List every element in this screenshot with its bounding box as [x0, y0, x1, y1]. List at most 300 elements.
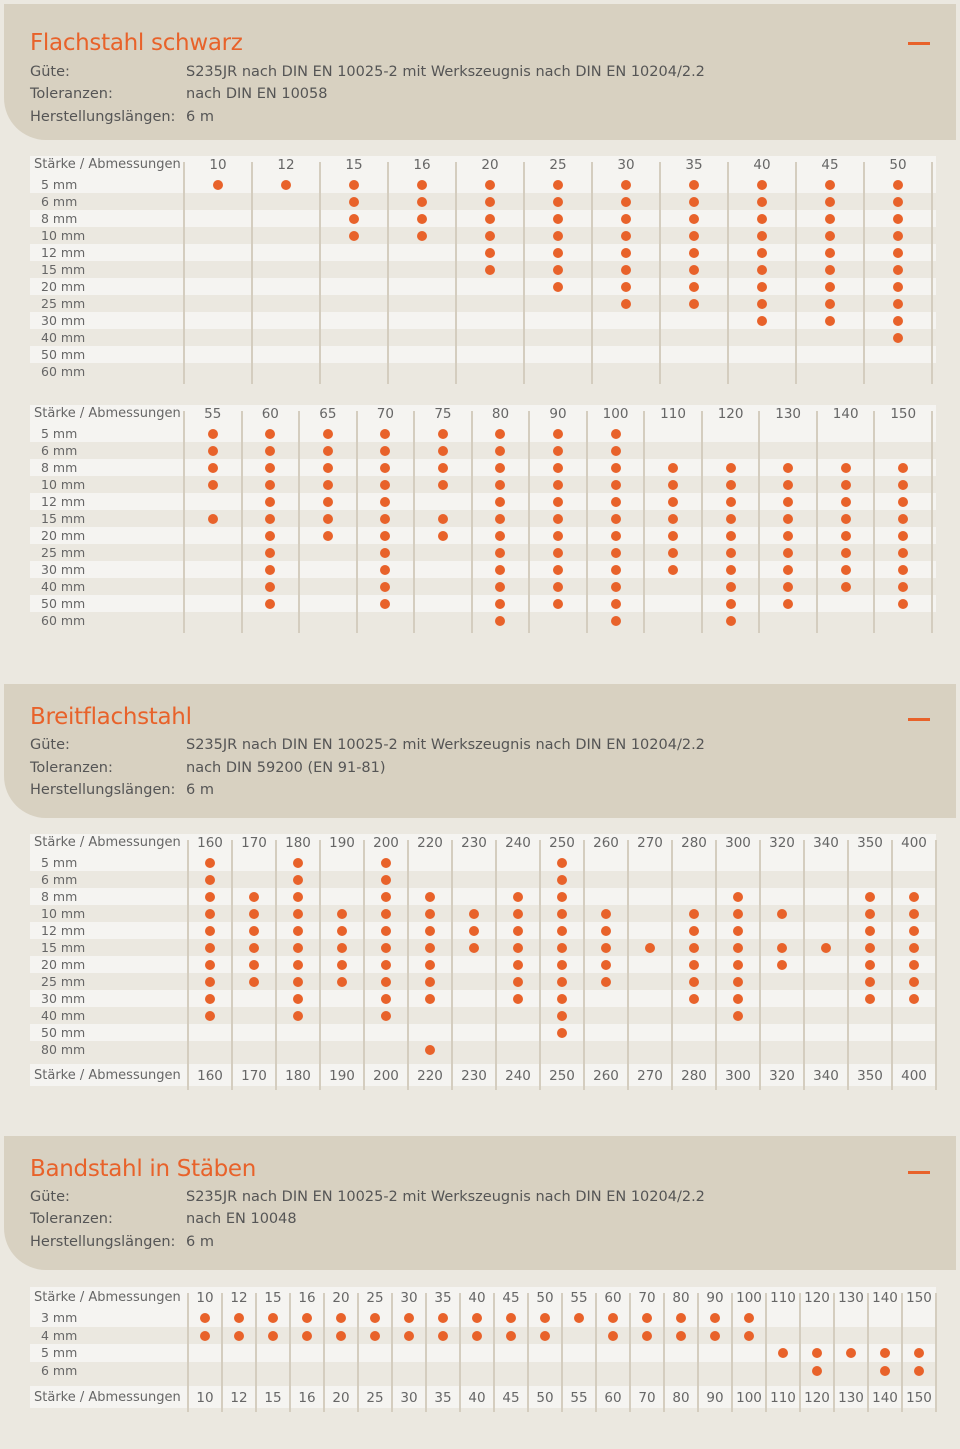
column-header: 250 [549, 835, 575, 851]
availability-dot [425, 909, 435, 919]
availability-dot [841, 548, 851, 558]
availability-dot [726, 514, 736, 524]
column-divider [298, 411, 300, 633]
availability-dot [557, 909, 567, 919]
column-footer: 80 [672, 1389, 690, 1406]
availability-dot [841, 582, 851, 592]
availability-dot [608, 1331, 618, 1341]
availability-dot [281, 180, 291, 190]
availability-dot [621, 231, 631, 241]
availability-dot [841, 480, 851, 490]
section-header [4, 1136, 956, 1270]
availability-dot [495, 429, 505, 439]
column-footer: 200 [373, 1068, 399, 1084]
column-footer: 340 [813, 1068, 839, 1084]
quality-label: Güte: [30, 64, 70, 80]
table-row [30, 261, 936, 278]
availability-dot [380, 497, 390, 507]
availability-dot [825, 231, 835, 241]
availability-dot [909, 960, 919, 970]
availability-dot [337, 909, 347, 919]
availability-dot [611, 599, 621, 609]
availability-dot [208, 429, 218, 439]
column-footer: 55 [570, 1389, 588, 1406]
availability-dot [553, 446, 563, 456]
availability-dot [710, 1313, 720, 1323]
availability-dot [349, 214, 359, 224]
availability-dot [540, 1331, 550, 1341]
availability-dot [265, 480, 275, 490]
availability-dot [668, 531, 678, 541]
table-row [30, 1007, 936, 1024]
availability-dot [783, 531, 793, 541]
availability-dot [757, 265, 767, 275]
availability-dot [898, 582, 908, 592]
column-header: 340 [813, 835, 839, 851]
availability-dot [485, 180, 495, 190]
table-header-label: Stärke / Abmessungen [34, 157, 181, 172]
availability-dot [726, 548, 736, 558]
column-header: 110 [770, 1290, 796, 1306]
availability-dot [349, 197, 359, 207]
availability-dot [841, 463, 851, 473]
availability-dot [557, 1011, 567, 1021]
table-row [30, 1041, 936, 1058]
column-header: 150 [890, 406, 917, 422]
availability-dot [381, 858, 391, 868]
availability-dot [553, 497, 563, 507]
availability-dot [485, 265, 495, 275]
availability-dot [323, 531, 333, 541]
availability-dot [381, 994, 391, 1004]
availability-dot [668, 548, 678, 558]
availability-dot [893, 265, 903, 275]
availability-dot [777, 909, 787, 919]
availability-dot [268, 1331, 278, 1341]
availability-dot [726, 497, 736, 507]
row-label: 6 mm [41, 872, 78, 887]
column-header: 25 [549, 157, 567, 173]
availability-dot [506, 1313, 516, 1323]
column-footer: 350 [857, 1068, 883, 1084]
availability-dot [380, 548, 390, 558]
column-divider [931, 162, 933, 384]
availability-dot [553, 599, 563, 609]
column-header: 45 [821, 157, 839, 173]
row-label: 5 mm [41, 1345, 78, 1361]
table-footer-label: Stärke / Abmessungen [34, 1068, 181, 1083]
availability-dot [425, 1045, 435, 1055]
availability-dot [495, 548, 505, 558]
column-header: 350 [857, 835, 883, 851]
availability-dot [601, 909, 611, 919]
availability-dot [381, 1011, 391, 1021]
table-row [30, 346, 936, 363]
availability-dot [726, 531, 736, 541]
column-divider [241, 411, 243, 633]
availability-dot [611, 548, 621, 558]
column-header: 80 [491, 406, 510, 422]
availability-dot [898, 497, 908, 507]
availability-dot [898, 480, 908, 490]
availability-dot [380, 446, 390, 456]
availability-dot [553, 214, 563, 224]
availability-dot [557, 960, 567, 970]
row-label: 10 mm [41, 228, 86, 243]
availability-dot [733, 892, 743, 902]
availability-dot [265, 446, 275, 456]
table-row [30, 363, 936, 380]
availability-dot [783, 548, 793, 558]
availability-dot [438, 514, 448, 524]
availability-dot [323, 429, 333, 439]
column-divider [586, 411, 588, 633]
column-divider [495, 840, 497, 1090]
column-footer: 60 [604, 1389, 622, 1406]
column-footer: 50 [536, 1389, 554, 1406]
availability-dot [783, 514, 793, 524]
availability-dot [417, 231, 427, 241]
availability-dot [293, 875, 303, 885]
availability-dot [825, 265, 835, 275]
column-footer: 12 [230, 1389, 248, 1406]
table-row [30, 956, 936, 973]
row-label: 30 mm [41, 562, 86, 577]
section-2 [4, 1136, 956, 1445]
availability-dot [513, 960, 523, 970]
availability-dot [744, 1313, 754, 1323]
availability-dot [841, 514, 851, 524]
availability-dot [302, 1331, 312, 1341]
availability-dot [513, 943, 523, 953]
availability-dot [689, 926, 699, 936]
column-header: 35 [434, 1290, 452, 1306]
availability-dot [668, 463, 678, 473]
column-footer: 130 [838, 1389, 864, 1406]
table-row [30, 510, 936, 527]
availability-dot [336, 1313, 346, 1323]
availability-dot [733, 926, 743, 936]
availability-dot [249, 892, 259, 902]
dimension-table [4, 1287, 956, 1412]
column-header: 400 [901, 835, 927, 851]
availability-dot [893, 316, 903, 326]
lengths-label: Herstellungslängen: [30, 782, 176, 798]
column-header: 260 [593, 835, 619, 851]
column-header: 12 [230, 1290, 248, 1306]
availability-dot [425, 943, 435, 953]
availability-dot [293, 926, 303, 936]
column-header: 16 [298, 1290, 316, 1306]
column-divider [891, 840, 893, 1090]
availability-dot [425, 892, 435, 902]
availability-dot [689, 299, 699, 309]
availability-dot [513, 909, 523, 919]
availability-dot [485, 231, 495, 241]
column-divider [523, 162, 525, 384]
availability-dot [265, 531, 275, 541]
availability-dot [880, 1366, 890, 1376]
row-label: 8 mm [41, 889, 78, 904]
availability-dot [909, 977, 919, 987]
availability-dot [268, 1313, 278, 1323]
column-footer: 280 [681, 1068, 707, 1084]
availability-dot [404, 1313, 414, 1323]
availability-dot [757, 214, 767, 224]
availability-dot [265, 463, 275, 473]
availability-dot [323, 446, 333, 456]
availability-dot [417, 214, 427, 224]
row-label: 60 mm [41, 364, 86, 379]
availability-dot [553, 514, 563, 524]
availability-dot [265, 582, 275, 592]
column-footer: 100 [736, 1389, 762, 1406]
row-label: 8 mm [41, 460, 78, 475]
availability-dot [495, 480, 505, 490]
availability-dot [381, 960, 391, 970]
availability-dot [726, 616, 736, 626]
table-row [30, 905, 936, 922]
table-row [30, 442, 936, 459]
availability-dot [825, 197, 835, 207]
availability-dot [557, 994, 567, 1004]
availability-dot [557, 943, 567, 953]
collapse-dash-icon[interactable] [908, 718, 930, 721]
row-label: 60 mm [41, 613, 86, 628]
availability-dot [208, 480, 218, 490]
table-row [30, 595, 936, 612]
availability-dot [495, 582, 505, 592]
availability-dot [438, 1331, 448, 1341]
column-header: 90 [706, 1290, 724, 1306]
column-footer: 120 [804, 1389, 830, 1406]
availability-dot [865, 977, 875, 987]
availability-dot [249, 926, 259, 936]
column-divider [643, 411, 645, 633]
table-row [30, 493, 936, 510]
section-1 [4, 684, 956, 1112]
availability-dot [469, 943, 479, 953]
column-divider [187, 840, 189, 1090]
table-row [30, 476, 936, 493]
availability-dot [898, 514, 908, 524]
availability-dot [293, 892, 303, 902]
availability-dot [205, 943, 215, 953]
collapse-dash-icon[interactable] [908, 1171, 930, 1174]
availability-dot [621, 180, 631, 190]
availability-dot [553, 531, 563, 541]
tolerances-value: nach DIN EN 10058 [186, 86, 328, 102]
column-footer: 16 [298, 1389, 316, 1406]
column-header: 120 [717, 406, 744, 422]
availability-dot [909, 892, 919, 902]
column-header: 190 [329, 835, 355, 851]
availability-dot [553, 180, 563, 190]
availability-dot [841, 531, 851, 541]
availability-dot [381, 892, 391, 902]
availability-dot [812, 1366, 822, 1376]
availability-dot [557, 858, 567, 868]
availability-dot [337, 943, 347, 953]
tolerances-value: nach EN 10048 [186, 1211, 297, 1227]
availability-dot [540, 1313, 550, 1323]
tolerances-value: nach DIN 59200 (EN 91-81) [186, 760, 386, 776]
availability-dot [370, 1331, 380, 1341]
column-divider [759, 840, 761, 1090]
availability-dot [381, 926, 391, 936]
availability-dot [472, 1331, 482, 1341]
section-title: Bandstahl in Stäben [30, 1156, 257, 1182]
row-label: 6 mm [41, 1363, 78, 1379]
row-label: 10 mm [41, 906, 86, 921]
table-header-label: Stärke / Abmessungen [34, 1290, 181, 1305]
availability-dot [265, 599, 275, 609]
column-divider [183, 411, 185, 633]
column-header: 30 [400, 1290, 418, 1306]
column-header: 180 [285, 835, 311, 851]
availability-dot [495, 599, 505, 609]
availability-dot [380, 582, 390, 592]
column-header: 80 [672, 1290, 690, 1306]
availability-dot [601, 960, 611, 970]
availability-dot [381, 909, 391, 919]
availability-dot [668, 480, 678, 490]
column-footer: 70 [638, 1389, 656, 1406]
availability-dot [425, 926, 435, 936]
table-row [30, 888, 936, 905]
availability-dot [825, 299, 835, 309]
row-label: 12 mm [41, 494, 86, 509]
column-footer: 45 [502, 1389, 520, 1406]
availability-dot [909, 909, 919, 919]
availability-dot [553, 463, 563, 473]
availability-dot [293, 943, 303, 953]
row-label: 12 mm [41, 245, 86, 260]
availability-dot [370, 1313, 380, 1323]
row-label: 50 mm [41, 347, 86, 362]
availability-dot [898, 463, 908, 473]
availability-dot [676, 1331, 686, 1341]
availability-dot [733, 977, 743, 987]
availability-dot [757, 180, 767, 190]
column-footer: 400 [901, 1068, 927, 1084]
row-label: 15 mm [41, 940, 86, 955]
availability-dot [893, 180, 903, 190]
availability-dot [469, 909, 479, 919]
quality-label: Güte: [30, 737, 70, 753]
column-divider [727, 162, 729, 384]
availability-dot [438, 446, 448, 456]
row-label: 20 mm [41, 957, 86, 972]
availability-dot [893, 299, 903, 309]
table-row [30, 459, 936, 476]
column-divider [407, 840, 409, 1090]
availability-dot [865, 909, 875, 919]
table-row [30, 227, 936, 244]
availability-dot [495, 616, 505, 626]
column-header: 15 [345, 157, 363, 173]
column-header: 50 [889, 157, 907, 173]
column-footer: 250 [549, 1068, 575, 1084]
column-footer: 180 [285, 1068, 311, 1084]
availability-dot [689, 909, 699, 919]
table-row [30, 312, 936, 329]
availability-dot [293, 1011, 303, 1021]
availability-dot [783, 599, 793, 609]
availability-dot [621, 282, 631, 292]
column-header: 230 [461, 835, 487, 851]
availability-dot [495, 497, 505, 507]
column-header: 70 [638, 1290, 656, 1306]
availability-dot [909, 994, 919, 1004]
availability-dot [777, 960, 787, 970]
availability-dot [601, 977, 611, 987]
availability-dot [689, 265, 699, 275]
availability-dot [611, 480, 621, 490]
column-header: 140 [872, 1290, 898, 1306]
availability-dot [611, 514, 621, 524]
column-divider [758, 411, 760, 633]
availability-dot [472, 1313, 482, 1323]
availability-dot [205, 875, 215, 885]
table-row [30, 578, 936, 595]
availability-dot [898, 565, 908, 575]
column-divider [363, 840, 365, 1090]
column-footer: 20 [332, 1389, 350, 1406]
column-divider [275, 840, 277, 1090]
column-divider [583, 840, 585, 1090]
column-footer: 170 [241, 1068, 267, 1084]
row-label: 12 mm [41, 923, 86, 938]
availability-dot [865, 994, 875, 1004]
column-header: 16 [413, 157, 431, 173]
availability-dot [898, 599, 908, 609]
availability-dot [513, 977, 523, 987]
column-divider [455, 162, 457, 384]
availability-dot [495, 463, 505, 473]
availability-dot [611, 497, 621, 507]
column-header: 60 [604, 1290, 622, 1306]
availability-dot [495, 531, 505, 541]
availability-dot [553, 197, 563, 207]
row-label: 5 mm [41, 855, 78, 870]
availability-dot [265, 548, 275, 558]
availability-dot [825, 180, 835, 190]
availability-dot [668, 565, 678, 575]
column-header: 35 [685, 157, 703, 173]
quality-value: S235JR nach DIN EN 10025-2 mit Werkszeugnis nach DIN EN 10204/2.2 [186, 1189, 705, 1205]
availability-dot [404, 1331, 414, 1341]
dimension-table [4, 405, 956, 633]
quality-value: S235JR nach DIN EN 10025-2 mit Werkszeugnis nach DIN EN 10204/2.2 [186, 64, 705, 80]
column-header: 55 [204, 406, 222, 422]
availability-dot [557, 926, 567, 936]
lengths-value: 6 m [186, 109, 214, 125]
availability-dot [783, 497, 793, 507]
availability-dot [825, 316, 835, 326]
availability-dot [744, 1331, 754, 1341]
availability-dot [208, 463, 218, 473]
availability-dot [208, 514, 218, 524]
row-label: 20 mm [41, 528, 86, 543]
availability-dot [825, 214, 835, 224]
column-header: 120 [804, 1290, 830, 1306]
availability-dot [668, 497, 678, 507]
dimension-table [4, 834, 956, 1090]
column-divider [319, 162, 321, 384]
table-row [30, 939, 936, 956]
collapse-dash-icon[interactable] [908, 42, 930, 45]
